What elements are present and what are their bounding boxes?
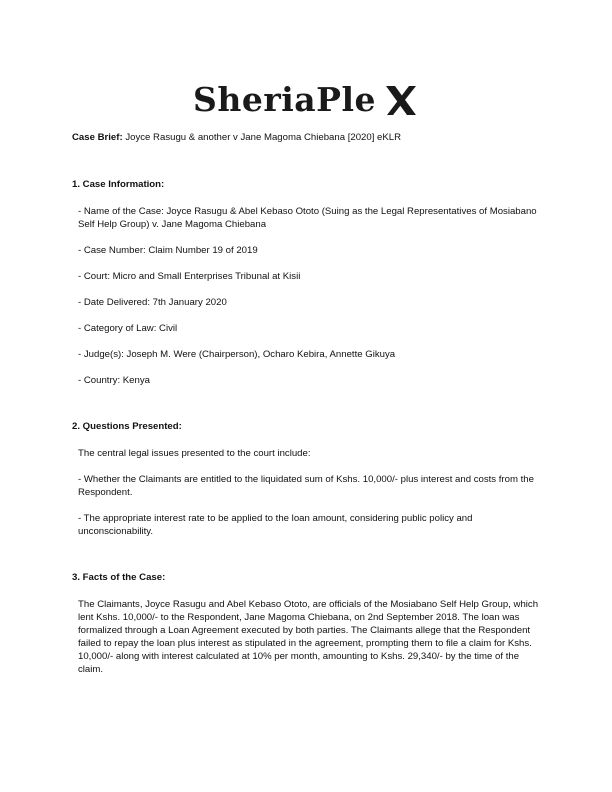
case-info-country: - Country: Kenya — [78, 375, 150, 386]
case-info-date: - Date Delivered: 7th January 2020 — [78, 297, 227, 308]
section-heading-questions: 2. Questions Presented: — [72, 421, 182, 432]
case-brief-line — [72, 131, 542, 144]
x-mark-icon — [383, 82, 419, 118]
question-item: - Whether the Claimants are entitled to the liquidated sum of Kshs. 10,000/- plus interest and costs from the Respondent. — [78, 474, 534, 498]
questions-intro: The central legal issues presented to the court include: — [78, 448, 311, 459]
case-info-judges: - Judge(s): Joseph M. Were (Chairperson), Ocharo Kebira, Annette Gikuya — [78, 349, 396, 360]
facts-paragraph: The Claimants, Joyce Rasugu and Abel Kebaso Ototo, are officials of the Mosiabano Self Help Group, which lent Kshs. 10,000/- to the Respondent, Jane Magoma Chiebana, on 2nd September 2018. The loan was formalized through a Loan Agreement executed by both parties. The Claimants allege that the Respondent failed to repay the loan plus interest as stipulated in the agreement, prompting them to file a claim for Kshs. 10,000/- along with interest calculated at 10% per month, amounting to Kshs. 29,340/- by the time of the claim. — [78, 599, 539, 675]
case-brief-title: Joyce Rasugu & another v Jane Magoma Chiebana [2020] eKLR — [122, 132, 402, 143]
case-info-name: - Name of the Case: Joyce Rasugu & Abel Kebaso Ototo (Suing as the Legal Representatives of Mosiabano Self Help Group) v. Jane Magoma Chiebana — [78, 206, 537, 230]
question-item: - The appropriate interest rate to be applied to the loan amount, considering public policy and unconscionability. — [78, 513, 473, 537]
case-brief-label: Case Brief: — [72, 132, 123, 143]
section-heading-facts: 3. Facts of the Case: — [72, 572, 166, 583]
case-info-category: - Category of Law: Civil — [78, 323, 178, 334]
section-heading-case-information: 1. Case Information: — [72, 179, 165, 190]
case-info-court: - Court: Micro and Small Enterprises Tribunal at Kisii — [78, 271, 301, 282]
logo-text: SheriaPle — [193, 80, 376, 119]
case-info-number: - Case Number: Claim Number 19 of 2019 — [78, 245, 258, 256]
document-body — [72, 131, 542, 689]
sheriaplex-logo — [193, 78, 423, 122]
